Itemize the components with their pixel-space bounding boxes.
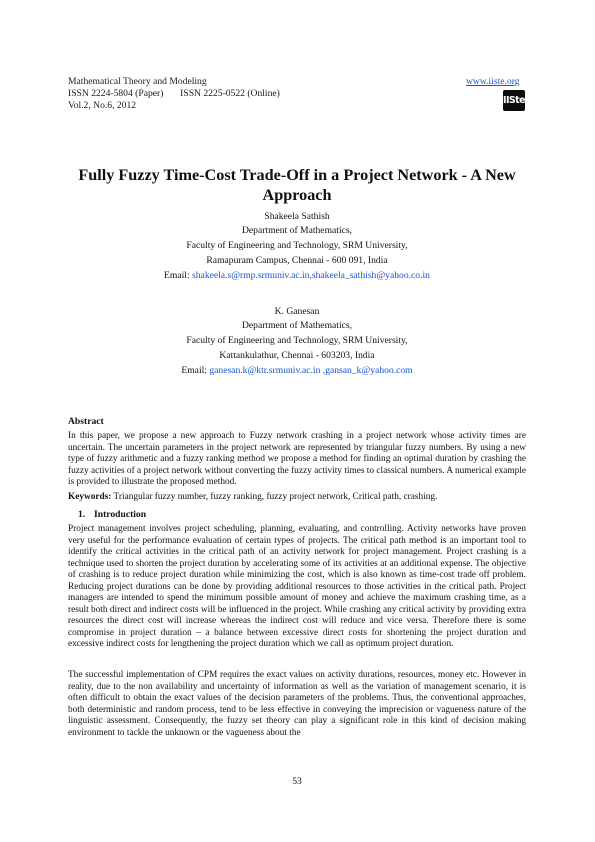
journal-volume: Vol.2, No.6, 2012 — [68, 100, 137, 111]
author-1-dept: Department of Mathematics, — [241, 225, 353, 236]
author-1-email-label: Email: — [164, 270, 193, 281]
paper-title-line-2: Approach — [262, 185, 332, 204]
journal-name: Mathematical Theory and Modeling — [68, 76, 207, 87]
author-1-block — [68, 211, 526, 282]
author-2-email-label: Email: — [181, 365, 210, 376]
section-1-title: Introduction — [94, 509, 147, 520]
author-2-dept: Department of Mathematics, — [241, 320, 353, 331]
page-number: 53 — [292, 776, 302, 787]
author-1-address: Ramapuram Campus, Chennai - 600 091, India — [206, 255, 388, 266]
author-1-email-line — [68, 270, 526, 282]
author-2-faculty: Faculty of Engineering and Technology, SRM University, — [186, 335, 408, 346]
keywords-text: Triangular fuzzy number, fuzzy ranking, fuzzy project network, Critical path, crashing. — [111, 492, 438, 502]
abstract-heading: Abstract — [68, 416, 104, 427]
abstract-text: In this paper, we propose a new approach to Fuzzy network crashing in a project network whose activity times are uncertain. The uncertain parameters in the project network are represented by triangular fuzzy numbers. By using a new type of fuzzy arithmetic and a fuzzy ranking method we propose a method for finding an optimal duration by crashing the fuzzy activities of a project network without converting the fuzzy activity times to classical numbers. A numerical example is provided to illustrate the proposed method. — [68, 431, 526, 487]
keywords-label: Keywords: — [68, 492, 112, 502]
author-1-name: Shakeela Sathish — [264, 211, 330, 222]
keywords-line — [68, 492, 526, 504]
author-1-faculty: Faculty of Engineering and Technology, SRM University, — [186, 240, 408, 251]
iiste-logo: IISte — [503, 90, 525, 111]
journal-issn: ISSN 2224-5804 (Paper) ISSN 2225-0522 (Online) — [68, 88, 280, 99]
paper-title-line-1: Fully Fuzzy Time-Cost Trade-Off in a Project Network - A New — [78, 166, 516, 184]
author-2-address: Kattankulathur, Chennai - 603203, India — [219, 350, 375, 361]
author-2-email-link[interactable]: ganesan.k@ktr.srmuniv.ac.in ,gansan_k@yahoo.com — [209, 365, 413, 376]
paper-title — [68, 166, 526, 205]
author-2-email-line — [68, 365, 526, 377]
journal-url-link[interactable]: www.iiste.org — [466, 76, 520, 87]
section-1-number: 1. — [78, 509, 86, 520]
intro-paragraph-2: The successful implementation of CPM requires the exact values on activity durations, resources, money etc. However in reality, due to the non availability and uncertainty of information as well as the variation of management scenario, it is often difficult to obtain the exact values of the decision parameters of the problems. Thus, the conventional approaches, both deterministic and random process, tend to be less effective in conveying the imprecision or vagueness nature of the linguistic assessment. Consequently, the fuzzy set theory can play a significant role in this kind of decision making environment to tackle the unknown or the vagueness about the — [68, 670, 526, 738]
author-2-name: K. Ganesan — [274, 306, 320, 317]
author-2-block — [68, 306, 526, 377]
author-1-email-link[interactable]: shakeela.s@rmp.srmuniv.ac.in,shakeela_sathish@yahoo.co.in — [192, 270, 430, 281]
intro-paragraph-1: Project management involves project scheduling, planning, evaluating, and controlling. Activity networks have proven very useful for the performance evaluation of certain types of projects. The critical path method is an important tool to identify the critical activities in the critical path of an activity network for project management. Project crashing is a technique used to shorten the project duration by accelerating some of its activities at an additional expense. The objective of crashing is to reduce project duration while minimizing the cost, which is also known as time-cost trade off problem. Reducing project durations can be done by providing additional resources to those activities in the critical path. Project managers are intended to spend the minimum possible amount of money and achieve the maximum crashing time, as a result both direct and indirect costs will be influenced in the project. While crashing any critical activity by providing extra resources the direct cost will increase whereas the indirect cost will reduce and vice versa. Therefore there is some compromise in project duration – a balance between excessive direct costs for shortening the project duration and excessive indirect costs for lengthening the project duration which we call as optimum project duration. — [68, 524, 526, 649]
